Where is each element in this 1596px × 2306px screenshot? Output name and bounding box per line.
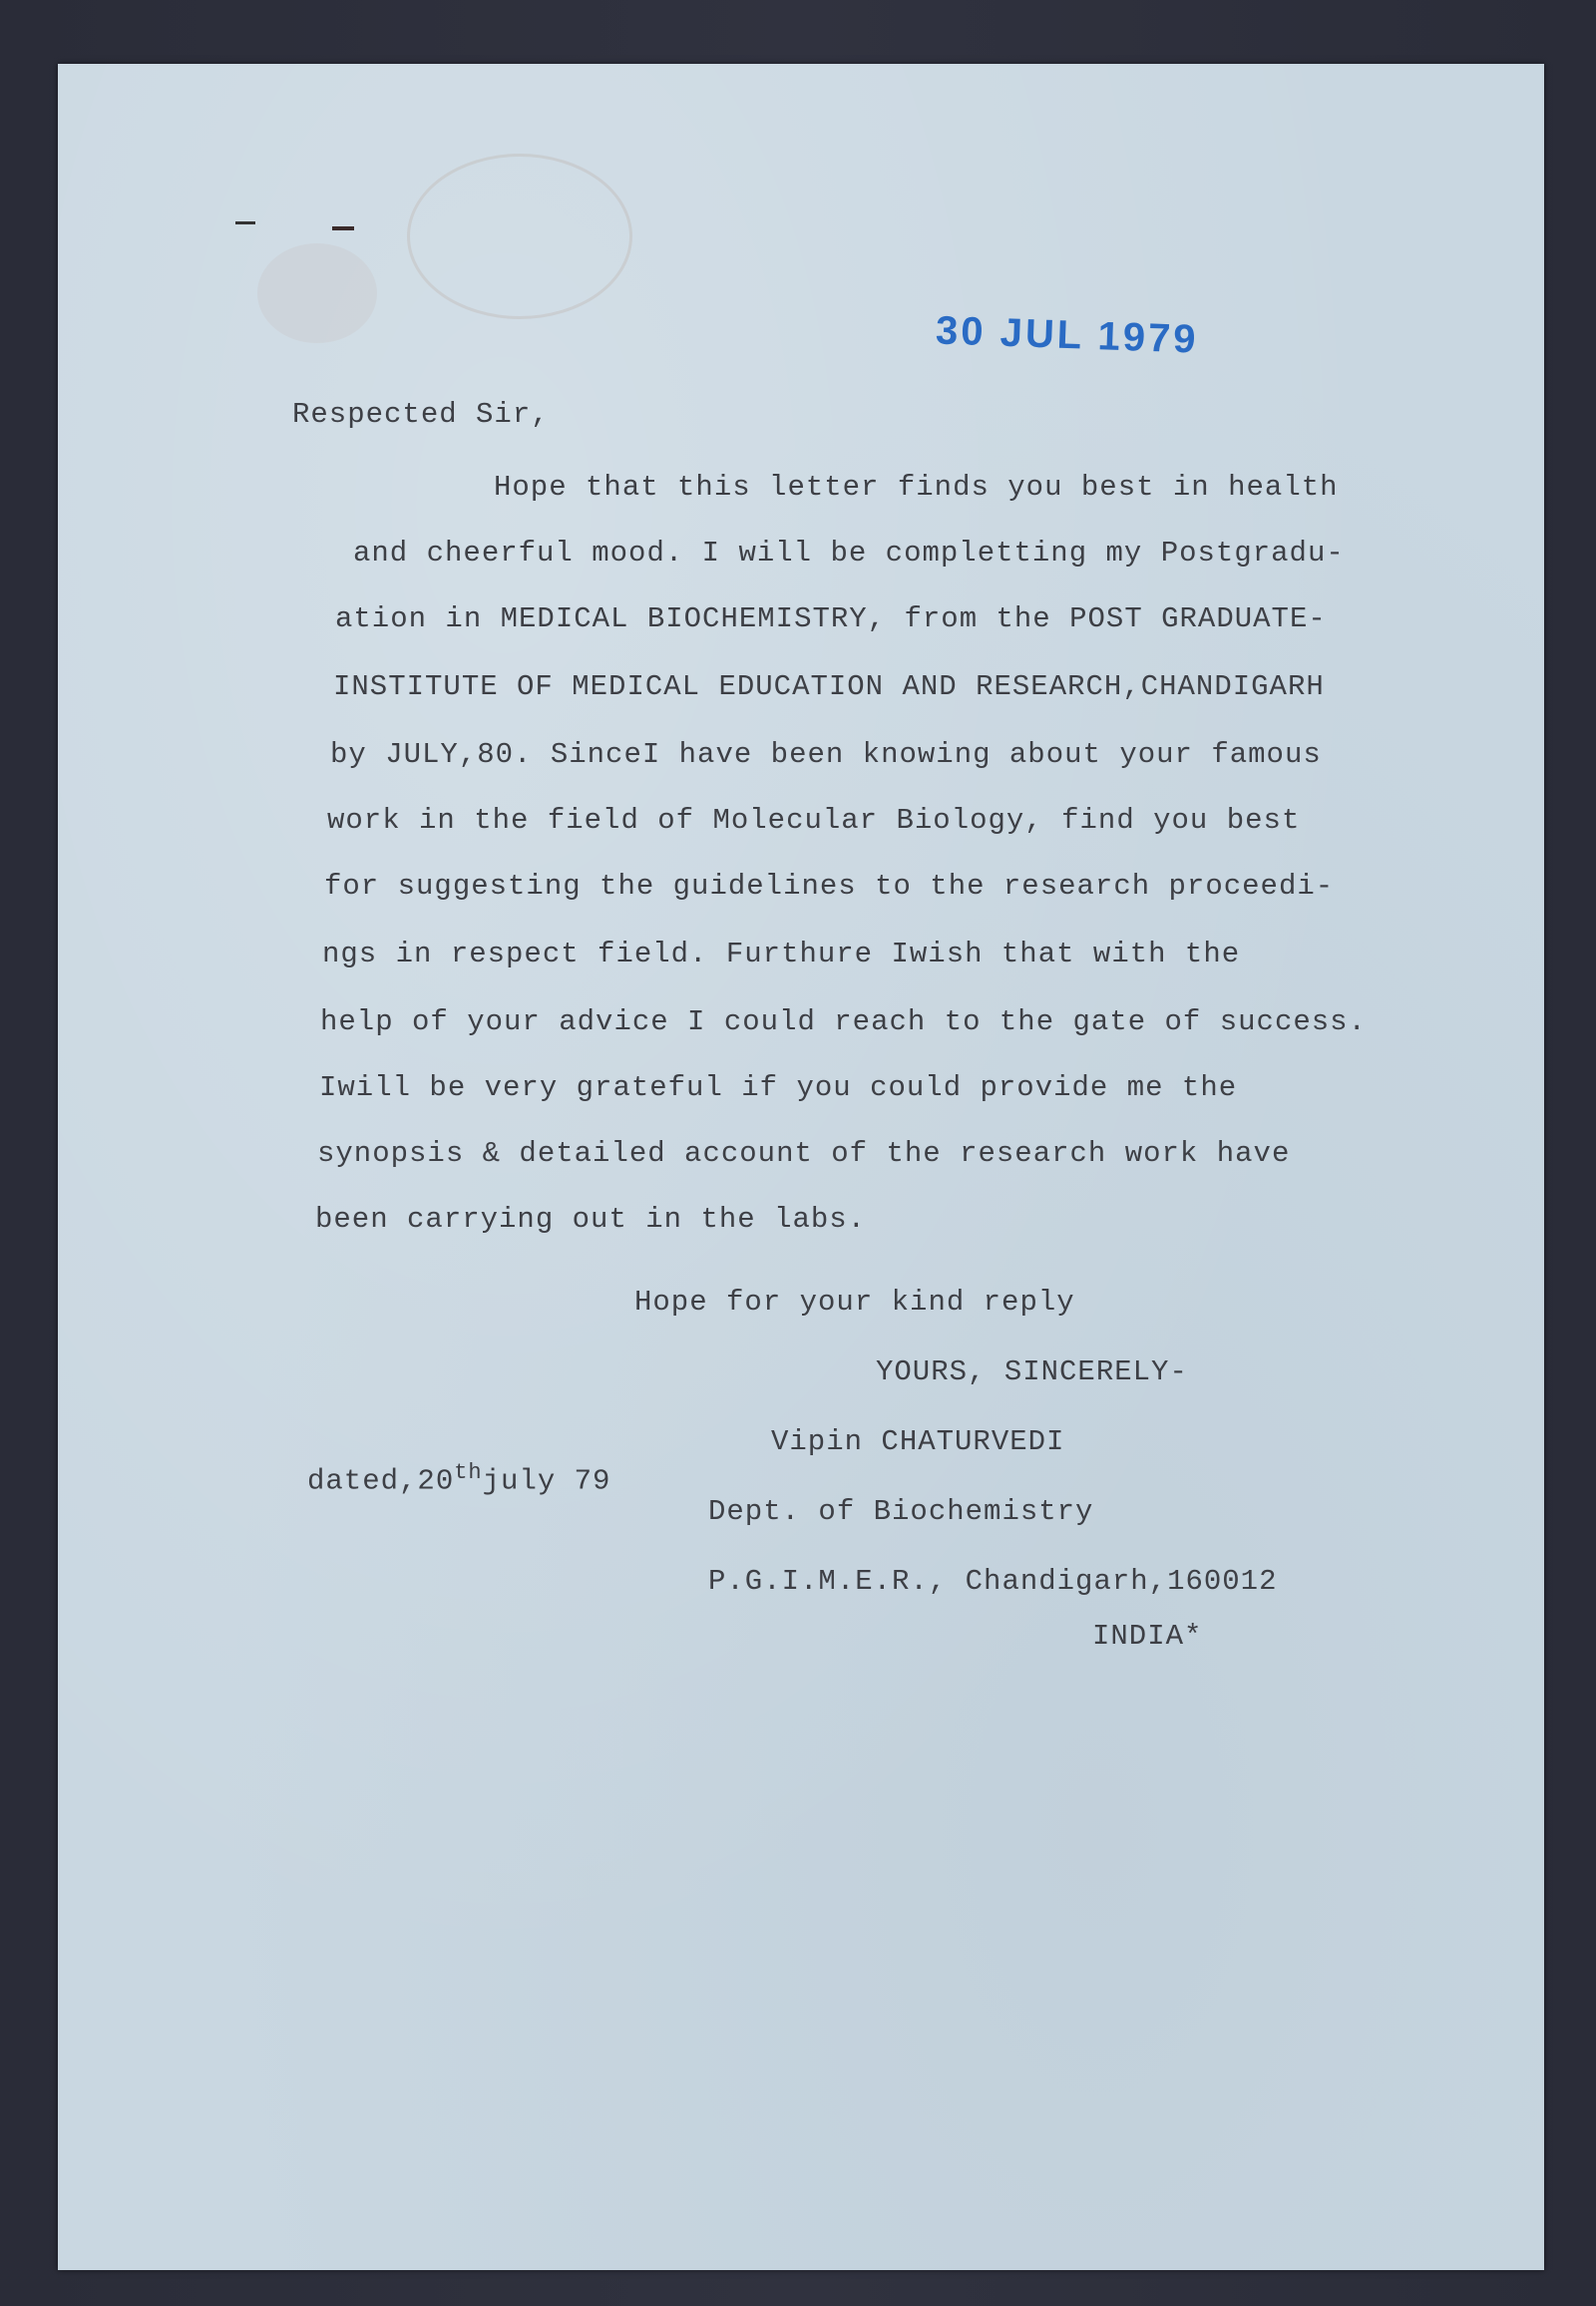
faded-stain xyxy=(257,243,377,343)
faded-seal xyxy=(407,154,632,319)
body-line: INSTITUTE OF MEDICAL EDUCATION AND RESEARCH,CHANDIGARH xyxy=(333,670,1325,703)
department: Dept. of Biochemistry xyxy=(708,1495,1094,1528)
body-line: Iwill be very grateful if you could provide me the xyxy=(319,1071,1238,1104)
salutation: Respected Sir, xyxy=(292,398,550,431)
date-prefix: dated,20 xyxy=(307,1464,455,1498)
date-suffix: july 79 xyxy=(482,1464,611,1498)
valediction: YOURS, SINCERELY- xyxy=(876,1355,1188,1388)
received-date-stamp: 30 JUL 1979 xyxy=(935,308,1200,362)
body-line: been carrying out in the labs. xyxy=(315,1203,867,1236)
body-line: by JULY,80. SinceI have been knowing about your famous xyxy=(330,738,1322,771)
date-ordinal: th xyxy=(454,1460,483,1485)
body-line: synopsis & detailed account of the research work have xyxy=(317,1137,1291,1170)
ink-mark xyxy=(332,226,354,230)
signer-name: Vipin CHATURVEDI xyxy=(771,1425,1065,1458)
body-line: Hope that this letter finds you best in health xyxy=(494,471,1339,504)
letter-sheet xyxy=(58,64,1544,2270)
body-line: help of your advice I could reach to the gate of success. xyxy=(320,1005,1367,1038)
body-line: for suggesting the guidelines to the research proceedi- xyxy=(324,870,1335,903)
body-line: work in the field of Molecular Biology, find you best xyxy=(327,804,1301,837)
body-line: ation in MEDICAL BIOCHEMISTRY, from the POST GRADUATE- xyxy=(335,602,1327,635)
letter-date xyxy=(307,1460,610,1498)
address: P.G.I.M.E.R., Chandigarh,160012 xyxy=(708,1565,1278,1598)
country: INDIA* xyxy=(1092,1620,1203,1653)
closing-line: Hope for your kind reply xyxy=(634,1286,1075,1319)
body-line: and cheerful mood. I will be completting my Postgradu- xyxy=(353,537,1345,570)
ink-mark xyxy=(235,221,255,224)
body-line: ngs in respect field. Furthure Iwish that with the xyxy=(322,938,1241,970)
